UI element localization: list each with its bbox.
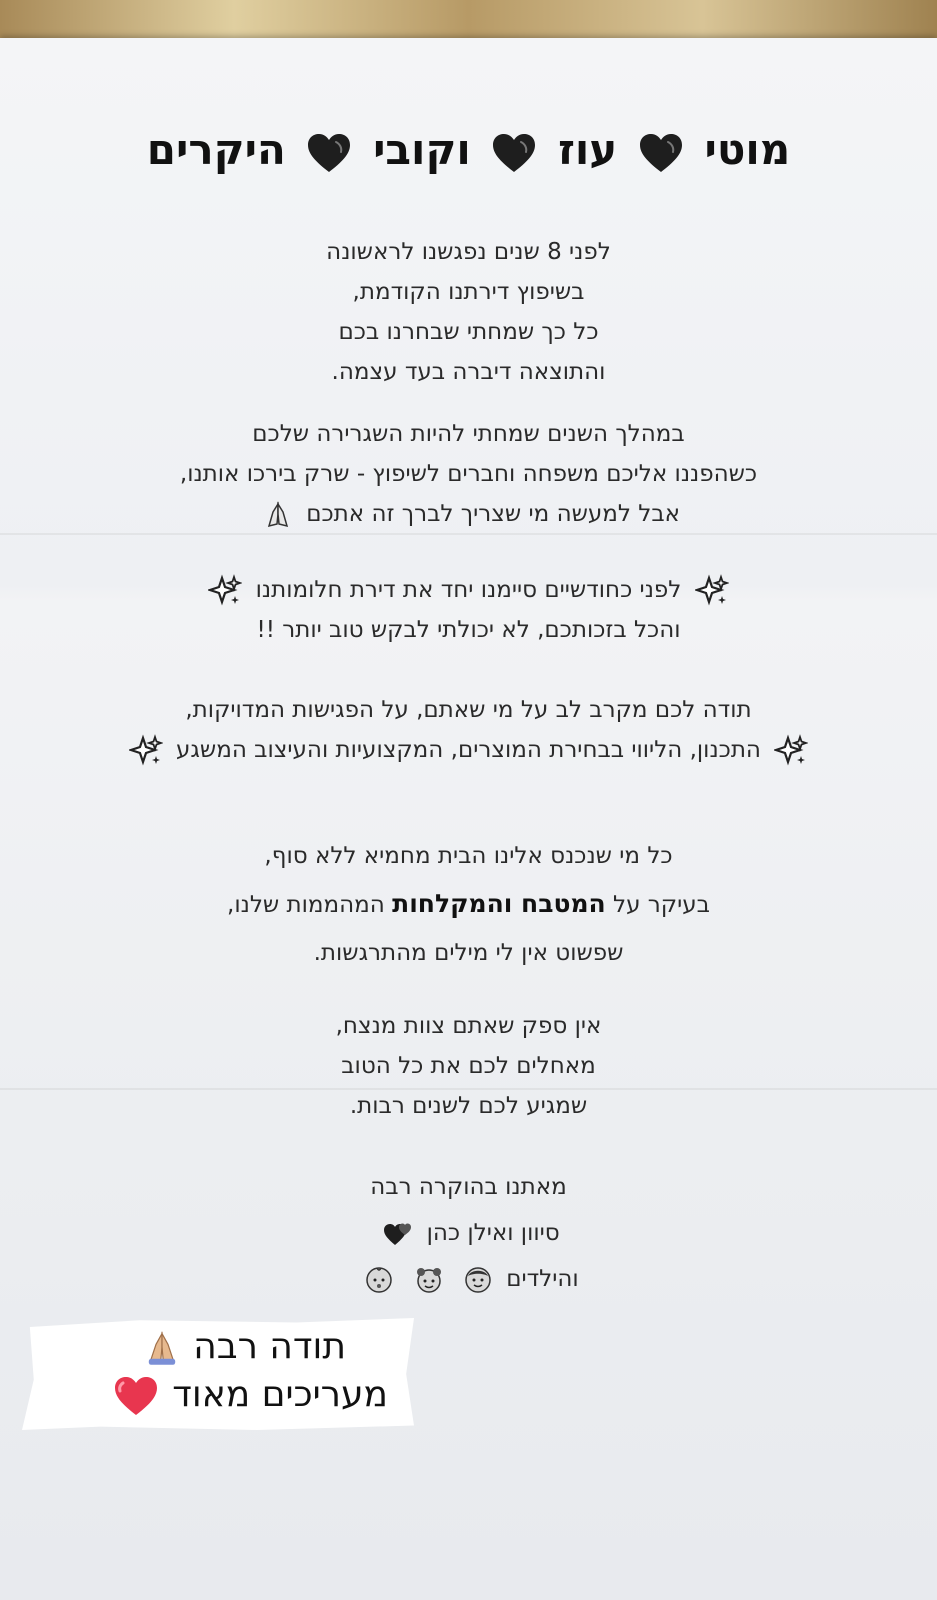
signature-names: סיוון ואילן כהן [426,1220,560,1246]
paragraph-5 [0,832,937,977]
text-segment: בעיקר על [613,892,710,918]
black-heart-icon [306,132,352,174]
text-line: במהלך השנים שמחתי להיות השגרירה שלכם [252,421,685,447]
sparkles-icon [774,734,808,768]
text-line [0,494,937,534]
black-heart-icon [638,132,684,174]
sparkles-icon [129,734,163,768]
text-segment: התכנון, הליווי בבחירת המוצרים, המקצועיות והעיצוב המשגע [176,737,761,763]
text-segment: לפני כחודשיים סיימנו יחד את דירת חלומותנו [255,577,682,603]
text-line: בשיפוץ דירתנו הקודמת, [352,279,585,305]
signature-line [0,1256,937,1302]
text-segment: המהממות שלנו, [227,892,385,918]
letter-title [0,125,937,174]
title-name: היקרים [146,125,286,174]
text-line: מאחלים לכם את כל הטוב [341,1053,596,1079]
sticker-text-1: תודה רבה [193,1326,346,1367]
child-icon [414,1265,444,1295]
text-line: כל מי שנכנס אלינו הבית מחמיא ללא סוף, [264,843,673,869]
text-line: והתוצאה דיברה בעד עצמה. [331,359,606,385]
praying-hands-icon [144,1330,180,1366]
signature-line [0,1210,937,1256]
sticker-line-1 [142,1322,346,1372]
signature-line: מאתנו בהוקרה רבה [370,1174,567,1200]
title-name: מוטי [704,125,791,174]
red-heart-icon [113,1375,159,1417]
text-line: לפני 8 שנים נפגשנו לראשונה [326,239,611,265]
text-line: והכל בזכותכם, לא יכולתי לבקש טוב יותר !! [256,617,681,643]
paragraph-1 [0,232,937,392]
text-line: שפשוט אין לי מילים מהתרגשות. [313,940,624,966]
sparkles-icon [208,574,242,608]
text-emphasis: המטבח והמקלחות [392,889,606,918]
text-line: תודה לכם מקרב לב על מי שאתם, על הפגישות המדויקות, [185,697,752,723]
paragraph-3 [0,570,937,650]
boy-icon [463,1265,493,1295]
paragraph-6 [0,1006,937,1126]
signature [0,1164,937,1302]
black-heart-icon [491,132,537,174]
text-line: כשהפננו אליכם משפחה וחברים לשיפוץ - שרק בירכו אותנו, [179,461,758,487]
title-name: עוז [558,125,618,174]
signature-kids: והילדים [506,1266,579,1292]
paragraph-2 [0,414,937,534]
text-line: כל כך שמחתי שבחרנו בכם [338,319,599,345]
two-hearts-icon [383,1221,413,1247]
praying-hands-icon [263,500,293,530]
sticker-line-2 [111,1370,388,1420]
paragraph-4 [0,690,937,770]
sticker-text-2: מעריכים מאוד [172,1374,388,1415]
text-segment: אבל למעשה מי שצריך לברך זה אתכם [306,501,681,527]
text-line [0,880,937,929]
text-line: שמגיע לכם לשנים רבות. [349,1093,588,1119]
text-line [0,730,937,770]
baby-icon [364,1265,394,1295]
sparkles-icon [695,574,729,608]
text-line: אין ספק שאתם צוות מנצח, [335,1013,602,1039]
title-name: וקובי [373,125,471,174]
text-line [0,570,937,610]
